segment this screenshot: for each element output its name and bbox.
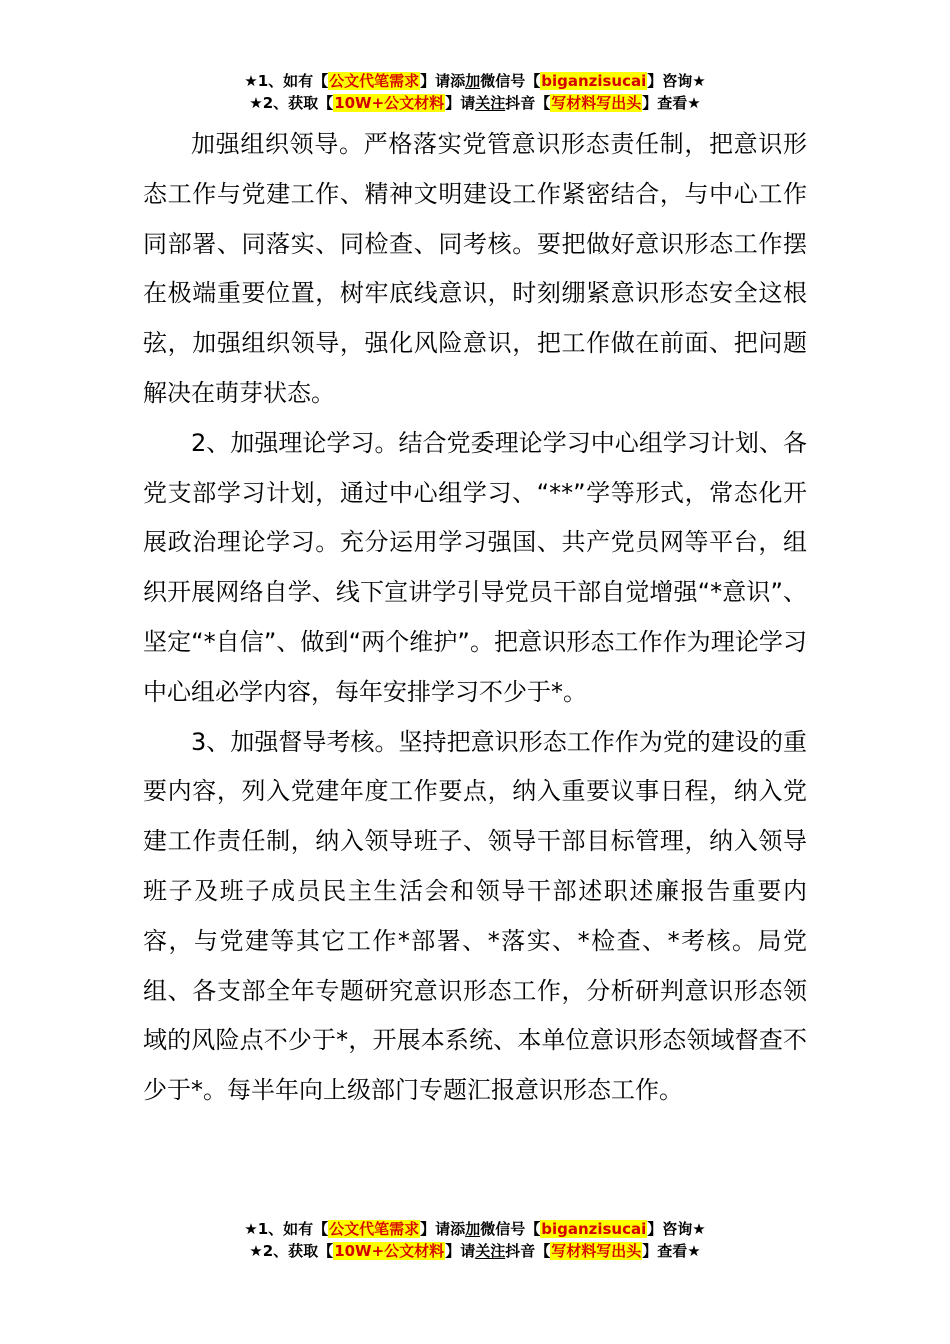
highlight-service: 公文代笔需求	[329, 1220, 420, 1238]
banner-text: 抖音【	[505, 94, 551, 112]
banner-text: 关注	[475, 94, 506, 112]
banner-text: 】咨询★	[647, 72, 706, 90]
banner-text: 微信号【	[480, 72, 541, 90]
highlight-materials: 10W+公文材料	[334, 1242, 445, 1260]
banner-text: 微信号【	[480, 1220, 541, 1238]
banner-text: ★2、获取【	[249, 1242, 334, 1260]
banner-text: 】查看★	[642, 94, 701, 112]
highlight-douyin: 写材料写出头	[551, 1242, 642, 1260]
banner-text: 加	[465, 1220, 481, 1238]
banner-text: 】请	[445, 94, 476, 112]
banner-text: 加	[465, 72, 481, 90]
highlight-wechat-id: biganzisucai	[541, 1220, 647, 1238]
highlight-douyin: 写材料写出头	[551, 94, 642, 112]
document-body	[143, 120, 807, 1116]
paragraph-theory-study: 2、加强理论学习。结合党委理论学习中心组学习计划、各党支部学习计划，通过中心组学习、“**”学等形式，常态化开展政治理论学习。充分运用学习强国、共产党员网等平台，组织开展网络自学、线下宣讲学引导党员干部自觉增强“*意识”、坚定“*自信”、做到“两个维护”。把意识形态工作作为理论学习中心组必学内容，每年安排学习不少于*。	[143, 428, 807, 706]
highlight-service: 公文代笔需求	[329, 72, 420, 90]
banner-text: 】咨询★	[647, 1220, 706, 1238]
highlight-wechat-id: biganzisucai	[541, 72, 647, 90]
footer-banner	[0, 1218, 950, 1262]
paragraph-organization: 加强组织领导。严格落实党管意识形态责任制，把意识形态工作与党建工作、精神文明建设工作紧密结合，与中心工作同部署、同落实、同检查、同考核。要把做好意识形态工作摆在极端重要位置，树牢底线意识，时刻绷紧意识形态安全这根弦，加强组织领导，强化风险意识，把工作做在前面、把问题解决在萌芽状态。	[143, 130, 807, 407]
highlight-materials: 10W+公文材料	[334, 94, 445, 112]
paragraph-supervision: 3、加强督导考核。坚持把意识形态工作作为党的建设的重要内容，列入党建年度工作要点，纳入重要议事日程，纳入党建工作责任制，纳入领导班子、领导干部目标管理，纳入领导班子及班子成员民主生活会和领导干部述职述廉报告重要内容，与党建等其它工作*部署、*落实、*检查、*考核。局党组、各支部全年专题研究意识形态工作，分析研判意识形态领域的风险点不少于*，开展本系统、本单位意识形态领域督查不少于*。每半年向上级部门专题汇报意识形态工作。	[143, 727, 807, 1105]
banner-line-2	[0, 92, 950, 114]
banner-text: 关注	[475, 1242, 506, 1260]
banner-line-2	[0, 1240, 950, 1262]
banner-text: ★2、获取【	[249, 94, 334, 112]
banner-text: 】请添	[420, 1220, 466, 1238]
banner-line-1	[0, 1218, 950, 1240]
banner-text: 】请添	[420, 72, 466, 90]
banner-text: ★1、如有【	[244, 1220, 329, 1238]
banner-text: 】请	[445, 1242, 476, 1260]
banner-text: ★1、如有【	[244, 72, 329, 90]
header-banner	[0, 70, 950, 114]
banner-text: 抖音【	[505, 1242, 551, 1260]
banner-text: 】查看★	[642, 1242, 701, 1260]
banner-line-1	[0, 70, 950, 92]
